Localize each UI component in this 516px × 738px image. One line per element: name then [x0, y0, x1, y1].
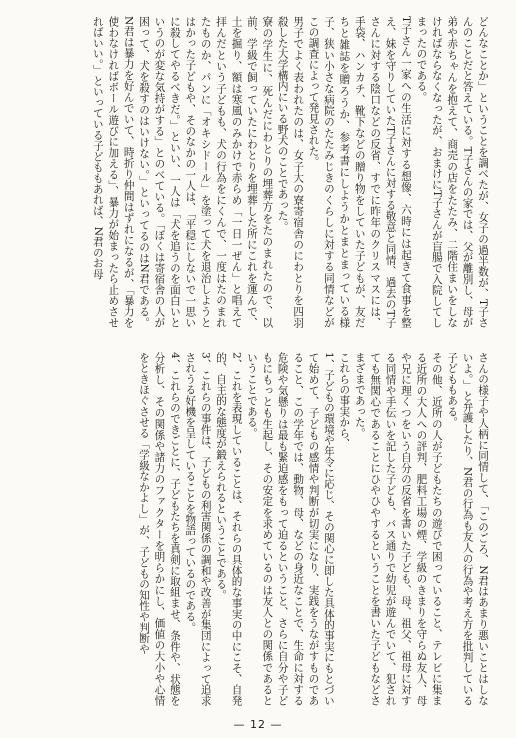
paragraph: 男子でよく表われたのは、女子大の寮寄宿舎のにわとりを四羽殺した大学構内にいる野犬のことであった。	[276, 16, 305, 328]
lower-text-block	[32, 352, 490, 706]
list-item: 1、子どもの環境や年令に応じ、その関心に即した具体的事実にもとづいて始めて、子どもの感情や判断が切実になり、実践をうながすものであること、この学年では、動物、母、などの身近なことで、生命に対する危険や気懸りは最も緊迫感をもって迫るということ、さらに自分や子どもにもっとも生起し、その安定を求めているのは友人との関係であるということである。	[245, 352, 335, 706]
upper-text-block	[32, 16, 490, 328]
paragraph: どんなことか」ということを調べたが、女子の過半数が、T子さんのことだと答えている。T子さんの家では、父が離別し、母が弟や赤ちゃんを抱えて、商売の店をたたみ、二階住まいをしなければならなくなったが、おまけにT子さんが盲腸で入院してしまったのである。	[415, 16, 489, 328]
list-item: 2、これを表現していることは、それらの具体的な事実の中にこそ、自発的、自主的な態度が鍛えられるということである。	[215, 352, 243, 706]
paragraph: さんの様子や人柄に同情して、「このごろ、N君はあまり悪いことはしないよ。」と弁護したり、N君の行為も友人の行為や考え方を批判している子どももある。	[446, 352, 489, 706]
paragraph: その他、近所の人が子どもたちの遊びで困っていること、テレビに集まる近所の大人への評判、肥料工場の煙、学級のきまりを守らぬ友人、母や兄に理くつをいう自分の反省を書いた子ども、母、祖父、祖母に対する同情や手伝いを記した子ども、バス通りで幼児が遊んでいて、犯されても無関心であることにひやひやするということを書いた子どもなどさまざまであった。	[353, 352, 443, 706]
paragraph: これらの事実から、	[338, 352, 351, 450]
paragraph: 寮の学生に、死んだにわとりの埋葬方をたのまれたので、以前、学級で飼っていたにわとりを埋葬した所にこれを運んで、土を掘り、額は寒風のみかけで赤らめ「一日一ぜん」と唱えて拝んだという子どもも、犬の行為をにくんで、一度はたのまれたものか、パンに「オキシドール」を塗って犬を退治しようとはかった子どもや、そのなかの一人は、「平穏にしないで一思いに殺してやるべきだ。」といい、一人は「犬を追うのを面白いというのが変な気持がする」とのべている。「ぼくは寄宿舎の人が困って、犬を殺すのはいけない。」といってるのはN君である。N君は暴力を好んでいて、時折り仲間はずれになるが、「暴力を使わなければボール遊びに加える」、暴力が始まったら止めさせればいい。」といっている子どももあれば、N君のお母	[91, 16, 274, 328]
paragraph: T子さん一家への生活に対する想像、六時には起きて食事を整え、妹を守りしていたT子さんに対する敬意と同情、過去のT子さんに対する陰口などの反省、すでに昨年のクリスマスには、手袋、ハンカチ、靴下などの贈り物をしていた子どもが、友だちと雑誌を贈ろうか、参考書にしようかとまとまっている様子、狭い小さな病院のたたみじきのくらしに対する同情などがこの調査によって発見された。	[307, 16, 412, 328]
page-number: — 12 —	[233, 718, 283, 731]
list-item: 4、これらのできごとに、子どもたちを真剣に取組ませ、条件や、状態を分析し、その関係や諸力のファクターを明らかにし、価値の大小や心情をときほぐさせる「学級なかよし」が、子どもの知性や判断や	[138, 352, 181, 706]
list-item: 3、これらの事件は、子どもの利害関係の調和や改善が集団によって追求されうる好機を呈していることを物語っているのである。	[184, 352, 212, 706]
